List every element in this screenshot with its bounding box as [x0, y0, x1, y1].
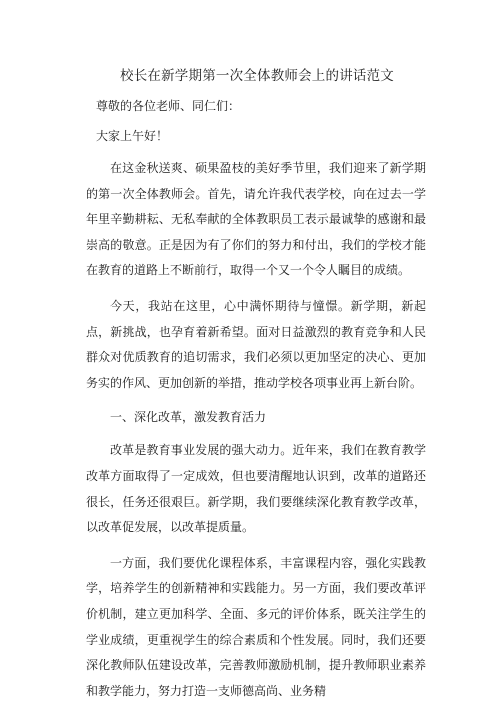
document-title: 校长在新学期第一次全体教师会上的讲话范文	[120, 68, 394, 84]
document-page	[86, 66, 426, 704]
body-paragraph-1: 在这金秋送爽、硕果盈枝的美好季节里，我们迎来了新学期的第一次全体教师会。首先，请允许我代表学校，向在过去一学年里辛勤耕耘、无私奉献的全体教职员工表示最诚挚的感谢和最崇高的敬意。正是因为有了你们的努力和付出，我们的学校才能在教育的道路上不断前行，取得一个又一个令人瞩目的成绩。	[86, 161, 426, 278]
section-heading-1: 一、深化改革，激发教育活力	[110, 410, 267, 425]
salutation: 尊敬的各位老师、同仁们：	[96, 99, 241, 113]
greeting: 大家上午好！	[96, 129, 169, 143]
body-paragraph-2: 今天，我站在这里，心中满怀期待与憧憬。新学期，新起点，新挑战，也孕育着新希望。面对日益激烈的教育竞争和人民群众对优质教育的追切需求，我们必须以更加坚定的决心、更加务实的作风、更加创新的举措，推动学校各项事业再上新台阶。	[86, 298, 426, 390]
section-1-paragraph-2: 一方面，我们要优化课程体系，丰富课程内容，强化实践教学，培养学生的创新精神和实践能力。另一方面，我们要改革评价机制，建立更加科学、全面、多元的评价体系，既关注学生的学业成绩，更重视学生的综合素质和个性发展。同时，我们还要深化教师队伍建设改革，完善教师激励机制，提升教师职业素养和教学能力，努力打造一支师德高尚、业务精	[86, 555, 426, 698]
section-1-paragraph-1: 改革是教育事业发展的强大动力。近年来，我们在教育教学改革方面取得了一定成效，但也要清醒地认识到，改革的道路还很长，任务还很艰巨。新学期，我们要继续深化教育教学改革，以改革促发展，以改革提质量。	[86, 443, 426, 535]
